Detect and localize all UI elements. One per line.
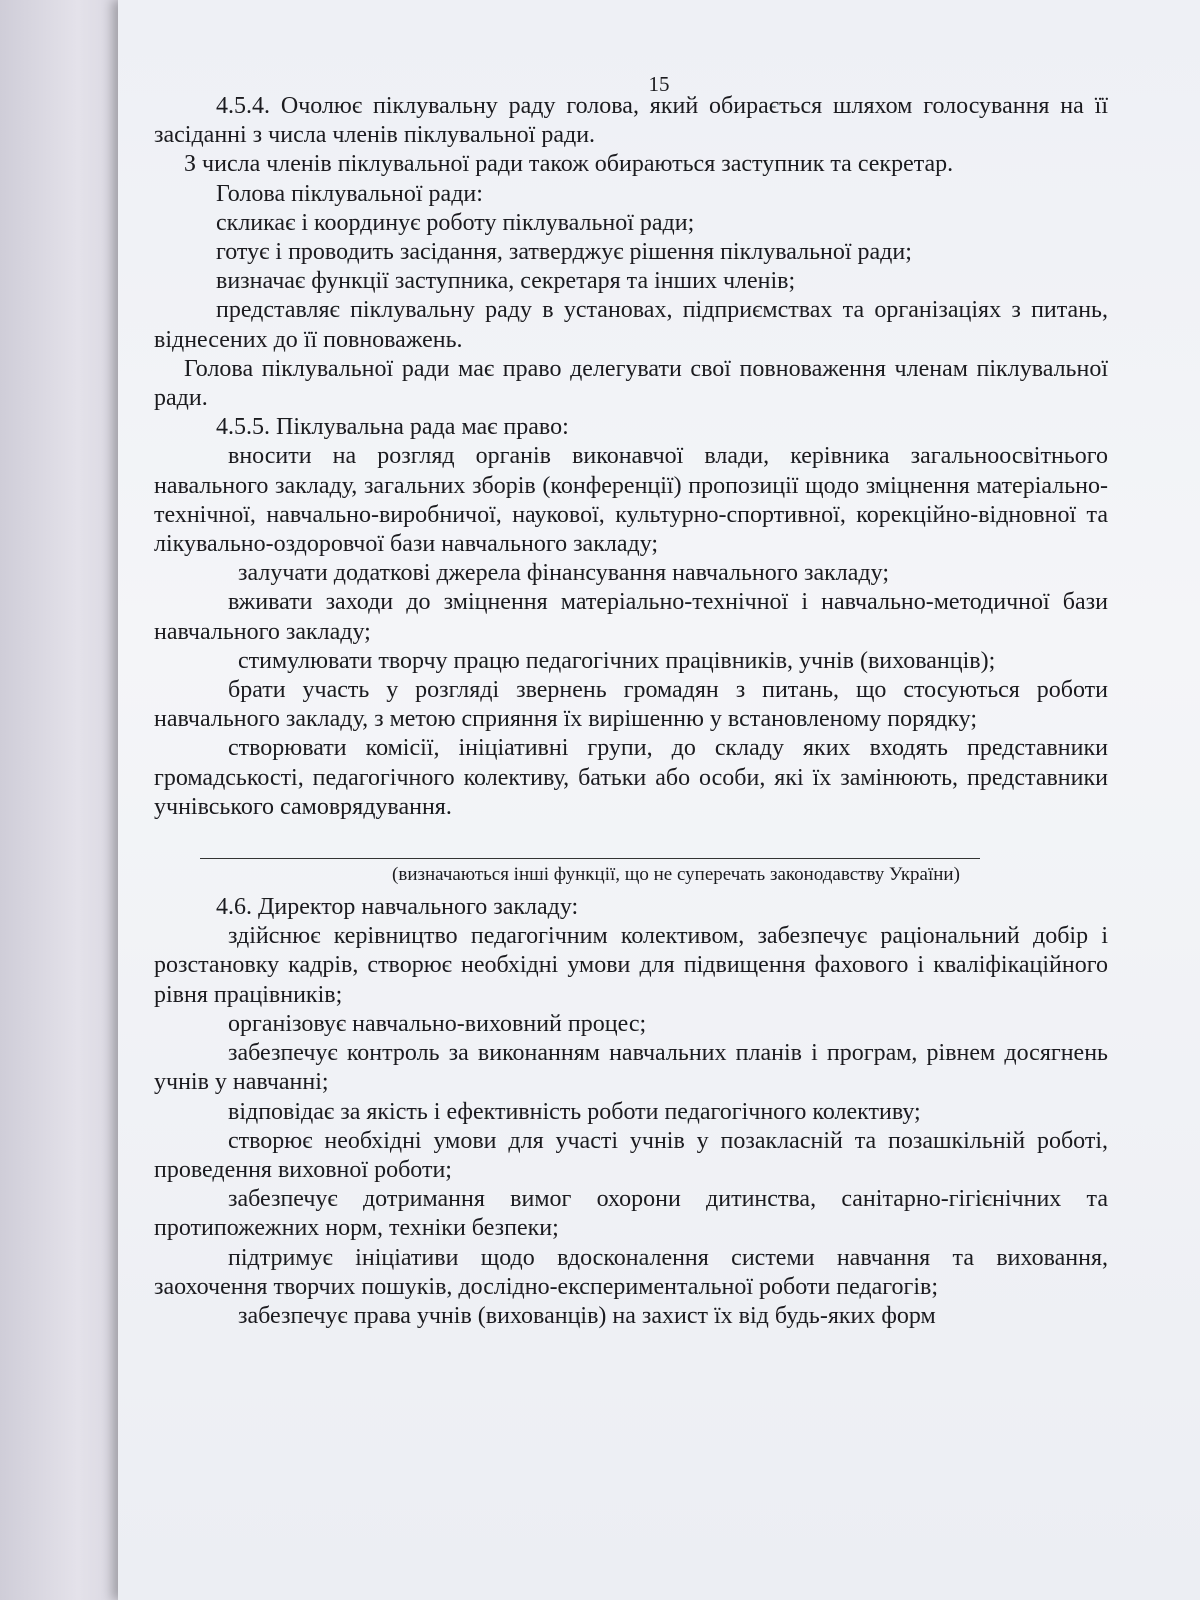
paragraph: Голова піклувальної ради: (216, 180, 483, 207)
paragraph: З числа членів піклувальної ради також обираються заступник та секретар. (184, 151, 954, 178)
paragraph: забезпечує права учнів (вихованців) на захист їх від будь-яких форм (238, 1302, 936, 1329)
paragraph: відповідає за якість і ефективність роботи педагогічного колективу; (228, 1098, 921, 1125)
fill-in-line (200, 838, 980, 859)
paragraph: 4.6. Директор навчального закладу: (216, 894, 579, 921)
paragraph: здійснює керівництво педагогічним колективом, забезпечує раціональний добір і розстановку кадрів, створює необхідні умови для підвищення фахового і кваліфікаційного рівня працівників; (154, 923, 1108, 1008)
paragraph: готує і проводить засідання, затверджує рішення піклувальної ради; (216, 239, 912, 266)
paragraph: вживати заходи до зміцнення матеріально-технічної і навчально-методичної бази навчального закладу; (154, 589, 1108, 645)
page-number: 15 (648, 72, 670, 96)
paragraph: забезпечує дотримання вимог охорони дитинства, санітарно-гігієнічних та протипожежних норм, техніки безпеки; (154, 1186, 1108, 1242)
paragraph: створює необхідні умови для участі учнів у позакласній та позашкільній роботі, проведення виховної роботи; (154, 1127, 1108, 1183)
page-content (154, 92, 1108, 1331)
paragraph: стимулювати творчу працю педагогічних працівників, учнів (вихованців); (238, 647, 996, 674)
section-4-5 (154, 92, 1108, 822)
paragraph: 4.5.4. Очолює піклувальну раду голова, який обирається шляхом голосування на її засіданні з числа членів піклувальної ради. (154, 93, 1108, 149)
paragraph: брати участь у розгляді звернень громадян з питань, що стосуються роботи навчального закладу, з метою сприяння їх вирішенню у встановленому порядку; (154, 677, 1108, 733)
paragraph: залучати додаткові джерела фінансування навчального закладу; (238, 560, 889, 587)
paragraph: організовує навчально-виховний процес; (228, 1010, 647, 1037)
paragraph: 4.5.5. Піклувальна рада має право: (216, 414, 569, 441)
paragraph: скликає і координує роботу піклувальної ради; (216, 209, 695, 236)
section-4-6 (154, 893, 1108, 1331)
paragraph: представляє піклувальну раду в установах, підприємствах та організаціях з питань, віднесених до її повноважень. (154, 297, 1108, 353)
paragraph: підтримує ініціативи щодо вдосконалення системи навчання та виховання, заохочення творчих пошуків, дослідно-експериментальної роботи педагогів; (154, 1244, 1108, 1300)
paragraph: Голова піклувальної ради має право делегувати свої повноваження членам піклувальної ради. (154, 355, 1108, 412)
paragraph: забезпечує контроль за виконанням навчальних планів і програм, рівнем досягнень учнів у навчанні; (154, 1040, 1108, 1096)
fill-in-note: (визначаються інші функції, що не суперечать законодавству України) (392, 864, 960, 886)
paragraph: створювати комісії, ініціативні групи, до складу яких входять представники громадськості, педагогічного колективу, батьки або особи, які їх замінюють, представники учнівського самоврядування. (154, 735, 1108, 820)
previous-page-edge (0, 0, 132, 1600)
document-page (118, 0, 1200, 1600)
paragraph: визначає функції заступника, секретаря та інших членів; (216, 268, 796, 295)
paragraph: вносити на розгляд органів виконавчої влади, керівника загальноосвітнього навального закладу, загальних зборів (конференції) пропозиції щодо зміцнення матеріально-технічної, навчально-виробничої, наукової, культурно-спортивної, корекційно-відновної та лікувально-оздоровчої бази навчального закладу; (154, 443, 1108, 558)
